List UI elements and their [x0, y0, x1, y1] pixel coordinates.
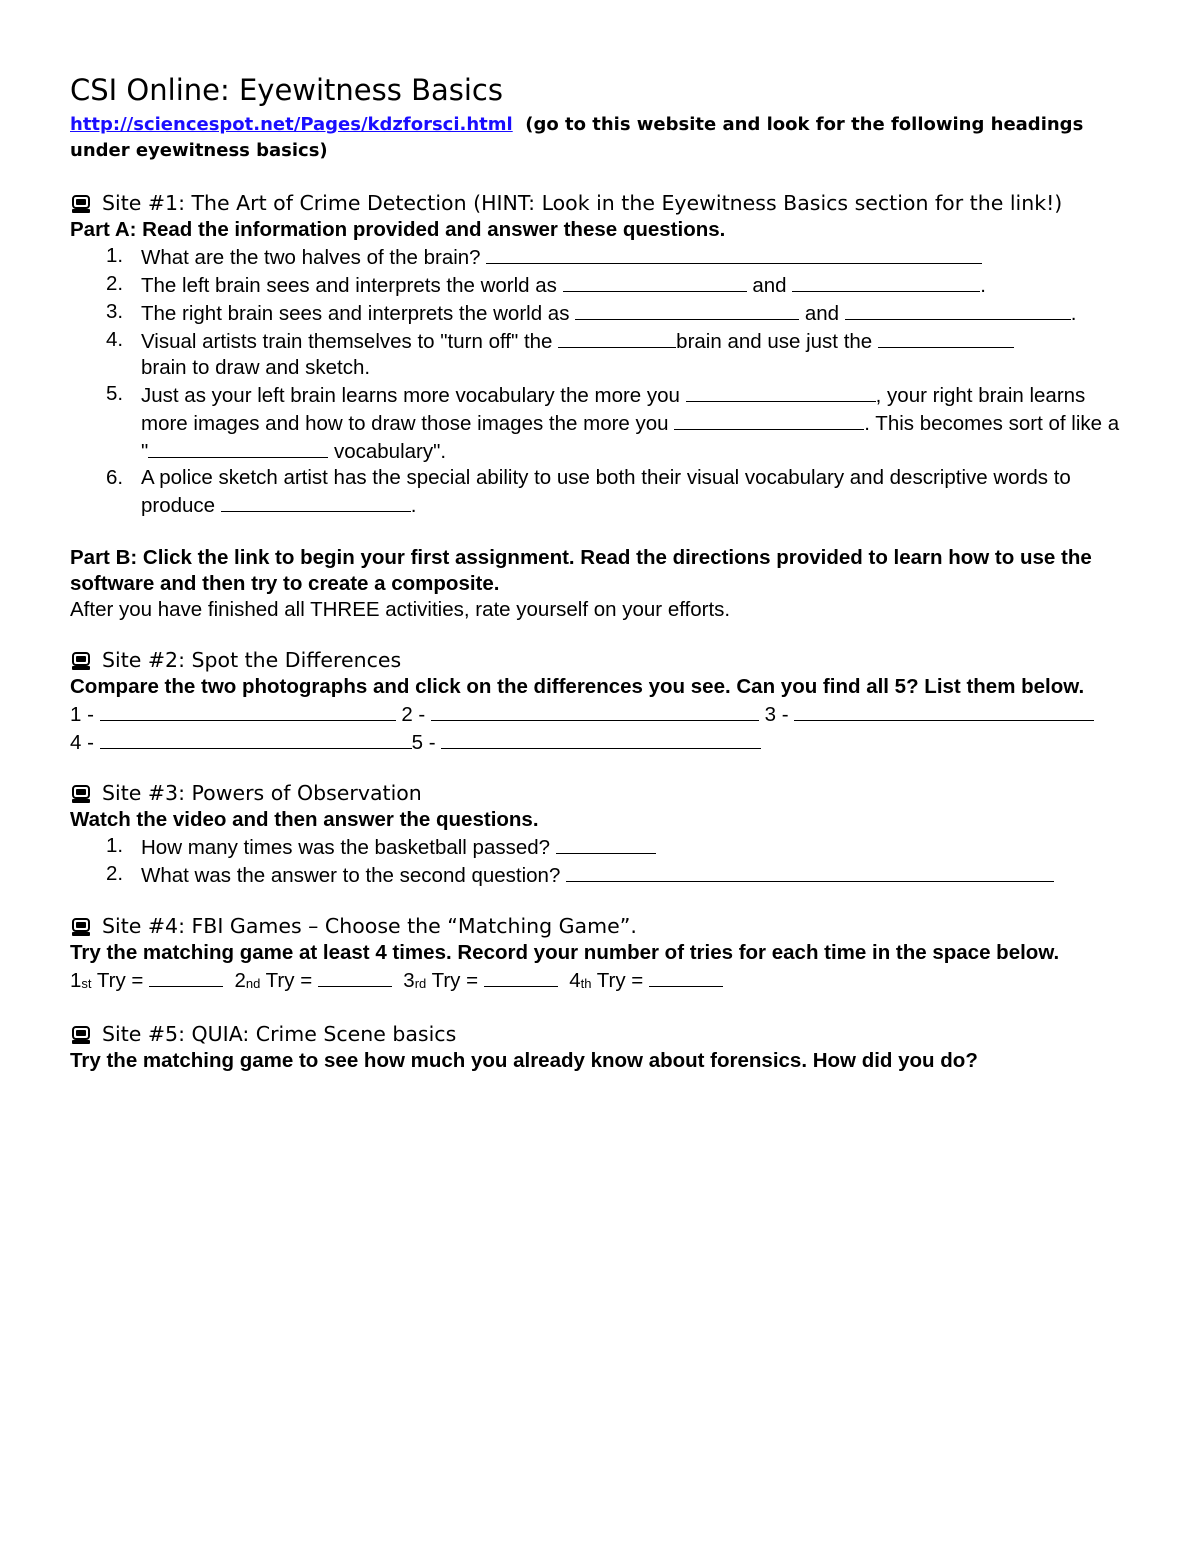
list-item — [70, 833, 1130, 861]
computer-icon — [70, 917, 92, 937]
question-text: The left brain sees and interprets the world as — [141, 274, 563, 297]
question-number: 1. — [106, 834, 124, 857]
answer-blank[interactable] — [556, 833, 656, 854]
answer-blank[interactable] — [845, 299, 1071, 320]
question-text: What are the two halves of the brain? — [141, 246, 487, 269]
site2-heading-text: Site #2: Spot the Differences — [102, 648, 402, 672]
question-text: The right brain sees and interprets the world as — [141, 302, 576, 325]
difference-label: 4 - — [70, 731, 100, 754]
site2-heading — [70, 647, 1130, 674]
site4-heading-text: Site #4: FBI Games – Choose the “Matching Game”. — [102, 914, 637, 938]
site2-instruction: Compare the two photographs and click on the differences you see. Can you find all 5? List them below. — [70, 675, 1085, 698]
question-text: . — [1070, 302, 1077, 325]
question-number: 2. — [106, 272, 124, 295]
site4-instruction: Try the matching game at least 4 times. Record your number of tries for each time in the space below. — [70, 941, 1060, 964]
question-text: . — [410, 494, 417, 517]
tries-row — [70, 966, 1130, 997]
question-number: 6. — [106, 466, 124, 489]
site3-question-list — [70, 833, 1130, 889]
list-item — [70, 465, 1130, 519]
site3-heading-text: Site #3: Powers of Observation — [102, 781, 422, 805]
site4-heading — [70, 913, 1130, 940]
intro-note: (go to this website and look for the following headings under eyewitness basics) — [70, 114, 1084, 161]
question-text: How many times was the basketball passed? — [141, 836, 556, 859]
computer-icon — [70, 1025, 92, 1045]
question-number: 4. — [106, 328, 124, 351]
question-text: brain to draw and sketch. — [141, 356, 371, 379]
question-number: 3. — [106, 300, 124, 323]
answer-blank[interactable] — [149, 966, 223, 987]
list-item — [70, 381, 1130, 465]
list-item — [70, 243, 1130, 271]
answer-blank[interactable] — [566, 861, 1054, 882]
question-text: , your right brain learns more images and how to draw those images the more you — [141, 384, 1086, 435]
answer-blank[interactable] — [792, 271, 980, 292]
question-text: and — [799, 302, 845, 325]
question-text: Just as your left brain learns more vocabulary the more you — [141, 384, 686, 407]
answer-blank[interactable] — [686, 381, 876, 402]
question-text: . — [980, 274, 986, 297]
answer-blank[interactable] — [486, 243, 982, 264]
try-label: Try = — [426, 969, 484, 992]
try-number: 1 — [70, 969, 82, 992]
computer-icon — [70, 784, 92, 804]
question-text: Visual artists train themselves to "turn off" the — [141, 330, 559, 353]
page-title: CSI Online: Eyewitness Basics — [70, 73, 503, 107]
site1-question-list — [70, 243, 1130, 519]
answer-blank[interactable] — [100, 700, 396, 721]
computer-icon — [70, 651, 92, 671]
answer-blank[interactable] — [318, 966, 392, 987]
difference-label: 5 - — [411, 731, 442, 754]
answer-blank[interactable] — [221, 491, 411, 512]
question-text: vocabulary". — [328, 440, 447, 463]
question-text: What was the answer to the second question? — [141, 864, 567, 887]
answer-blank[interactable] — [484, 966, 558, 987]
try-suffix: th — [580, 976, 592, 991]
try-label: Try = — [591, 969, 649, 992]
try-number: 2 — [234, 969, 246, 992]
answer-blank[interactable] — [148, 437, 328, 458]
try-label: Try = — [260, 969, 318, 992]
differences-row-1 — [70, 700, 1130, 728]
question-text: brain and use just the — [676, 330, 878, 353]
difference-label: 3 - — [758, 703, 795, 726]
try-suffix: nd — [245, 976, 261, 991]
answer-blank[interactable] — [558, 327, 676, 348]
site5-heading-text: Site #5: QUIA: Crime Scene basics — [102, 1022, 457, 1046]
answer-blank[interactable] — [674, 409, 864, 430]
question-text: and — [746, 274, 793, 297]
differences-row-2 — [70, 728, 1130, 756]
question-number: 5. — [106, 382, 124, 405]
difference-label: 1 - — [70, 703, 100, 726]
question-text: . This becomes sort of like a " — [141, 412, 1120, 463]
site3-instruction: Watch the video and then answer the questions. — [70, 808, 539, 831]
computer-icon — [70, 194, 92, 214]
site1-part-a: Part A: Read the information provided and answer these questions. — [70, 218, 726, 241]
try-suffix: rd — [414, 976, 427, 991]
intro-paragraph — [70, 112, 1130, 164]
list-item — [70, 299, 1130, 327]
site1-heading — [70, 190, 1130, 217]
site5-instruction: Try the matching game to see how much you already know about forensics. How did you do? — [70, 1049, 978, 1072]
question-number: 2. — [106, 862, 124, 885]
answer-blank[interactable] — [431, 700, 759, 721]
answer-blank[interactable] — [794, 700, 1094, 721]
question-text: A police sketch artist has the special ability to use both their visual vocabulary and descriptive words to produce — [141, 466, 1071, 517]
site1-heading-text: Site #1: The Art of Crime Detection (HINT: Look in the Eyewitness Basics section for the link!) — [102, 191, 1063, 215]
try-number: 3 — [403, 969, 415, 992]
website-link[interactable]: http://sciencespot.net/Pages/kdzforsci.html — [70, 114, 513, 135]
answer-blank[interactable] — [563, 271, 747, 292]
difference-label: 2 - — [395, 703, 431, 726]
question-number: 1. — [106, 244, 124, 267]
answer-blank[interactable] — [100, 728, 412, 749]
answer-blank[interactable] — [878, 327, 1014, 348]
answer-blank[interactable] — [441, 728, 761, 749]
answer-blank[interactable] — [575, 299, 799, 320]
list-item — [70, 271, 1130, 299]
list-item — [70, 861, 1130, 889]
site1-part-b: Part B: Click the link to begin your first assignment. Read the directions provided to learn how to use the software and then try to create a composite. — [70, 546, 1092, 595]
try-number: 4 — [569, 969, 581, 992]
try-suffix: st — [81, 976, 92, 991]
try-label: Try = — [91, 969, 150, 992]
list-item — [70, 327, 1130, 381]
answer-blank[interactable] — [649, 966, 723, 987]
site5-heading — [70, 1021, 1130, 1048]
worksheet-page — [70, 72, 1130, 1074]
site3-heading — [70, 780, 1130, 807]
site1-part-b-note: After you have finished all THREE activities, rate yourself on your efforts. — [70, 598, 731, 621]
